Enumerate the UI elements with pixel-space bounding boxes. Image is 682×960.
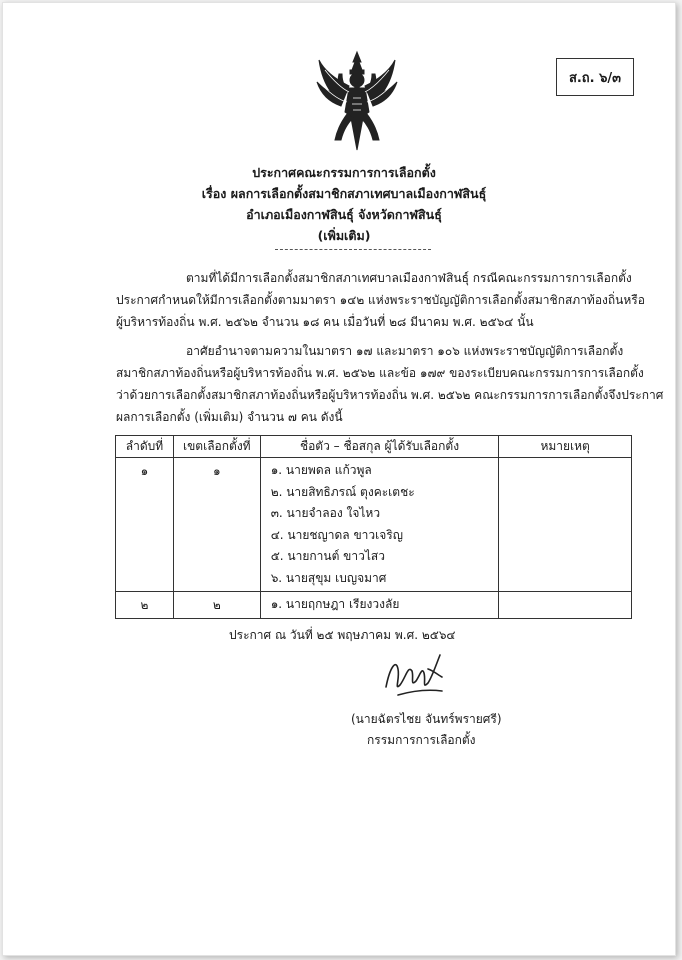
cell-order: ๒ <box>116 592 174 619</box>
table-header-row <box>116 436 632 458</box>
elected-name: ๑. นายพดล แก้วพูล <box>270 463 372 477</box>
document-title: ประกาศคณะกรรมการการเลือกตั้ง <box>252 165 436 180</box>
document-location: อำเภอเมืองกาฬสินธุ์ จังหวัดกาฬสินธุ์ <box>246 207 442 222</box>
table-row <box>116 592 632 619</box>
paragraph-1-line: ผู้บริหารท้องถิ่น พ.ศ. ๒๕๖๒ จำนวน ๑๘ คน เมื่อวันที่ ๒๘ มีนาคม พ.ศ. ๒๕๖๔ นั้น <box>116 315 534 329</box>
signature-icon <box>378 647 448 702</box>
paragraph-2-line: ว่าด้วยการเลือกตั้งสมาชิกสภาท้องถิ่นหรือผู้บริหารท้องถิ่น พ.ศ. ๒๕๖๒ คณะกรรมการการเลือกตั้งจึงประกาศ <box>116 388 664 402</box>
document-page <box>2 2 676 956</box>
elected-name: ๒. นายสิทธิภรณ์ ตุงคะเตชะ <box>270 484 415 499</box>
cell-district: ๒ <box>173 592 260 619</box>
signer-title: กรรมการการเลือกตั้ง <box>367 733 476 747</box>
cell-remark <box>499 592 632 619</box>
paragraph-1 <box>116 267 645 333</box>
elected-name: ๑. นายฤกษฎา เรียงวงลัย <box>270 597 400 611</box>
cell-names <box>260 458 499 592</box>
elected-name: ๖. นายสุขุม เบญจมาศ <box>270 570 387 585</box>
form-code: ส.ถ. ๖/๓ <box>568 70 622 86</box>
heading-divider <box>275 249 431 250</box>
elected-name: ๓. นายจำลอง ใจไหว <box>270 506 381 520</box>
cell-order: ๑ <box>116 458 174 592</box>
cell-district: ๑ <box>173 458 260 592</box>
header-names: ชื่อตัว – ชื่อสกุล ผู้ได้รับเลือกตั้ง <box>260 436 499 458</box>
form-code-box <box>556 58 634 96</box>
paragraph-2-line: สมาชิกสภาท้องถิ่นหรือผู้บริหารท้องถิ่น พ.ศ. ๒๕๖๒ และข้อ ๑๗๙ ของระเบียบคณะกรรมการการเลือกตั้ง <box>116 366 644 380</box>
paragraph-2-line: อาศัยอำนาจตามความในมาตรา ๑๗ และมาตรา ๑๐๖ แห่งพระราชบัญญัติการเลือกตั้ง <box>186 344 624 358</box>
header-district: เขตเลือกตั้งที่ <box>173 436 260 458</box>
paragraph-1-line: ตามที่ได้มีการเลือกตั้งสมาชิกสภาเทศบาลเมืองกาฬสินธุ์ กรณีคณะกรรมการการเลือกตั้ง <box>186 271 632 285</box>
paragraph-2-line: ผลการเลือกตั้ง (เพิ่มเติม) จำนวน ๗ คน ดังนี้ <box>116 410 343 424</box>
document-note: (เพิ่มเติม) <box>317 228 371 243</box>
paragraph-1-line: ประกาศกำหนดให้มีการเลือกตั้งตามมาตรา ๑๔๒ แห่งพระราชบัญญัติการเลือกตั้งสมาชิกสภาท้องถิ่นหรือ <box>116 293 645 307</box>
announcement-date: ประกาศ ณ วันที่ ๒๕ พฤษภาคม พ.ศ. ๒๕๖๔ <box>229 628 456 642</box>
header-order: ลำดับที่ <box>116 436 174 458</box>
header-remark: หมายเหตุ <box>499 436 632 458</box>
results-table <box>115 435 632 619</box>
garuda-emblem-icon <box>315 50 399 152</box>
elected-name: ๔. นายชญาดล ขาวเจริญ <box>270 527 403 542</box>
cell-names <box>260 592 499 619</box>
cell-remark <box>499 458 632 592</box>
table-row <box>116 458 632 592</box>
paragraph-2 <box>116 340 664 428</box>
document-subject: เรื่อง ผลการเลือกตั้งสมาชิกสภาเทศบาลเมืองกาฬสินธุ์ <box>201 186 487 201</box>
elected-name: ๕. นายกานต์ ขาวไสว <box>270 549 385 563</box>
signer-name: (นายฉัตรไชย จันทร์พรายศรี) <box>351 712 502 726</box>
